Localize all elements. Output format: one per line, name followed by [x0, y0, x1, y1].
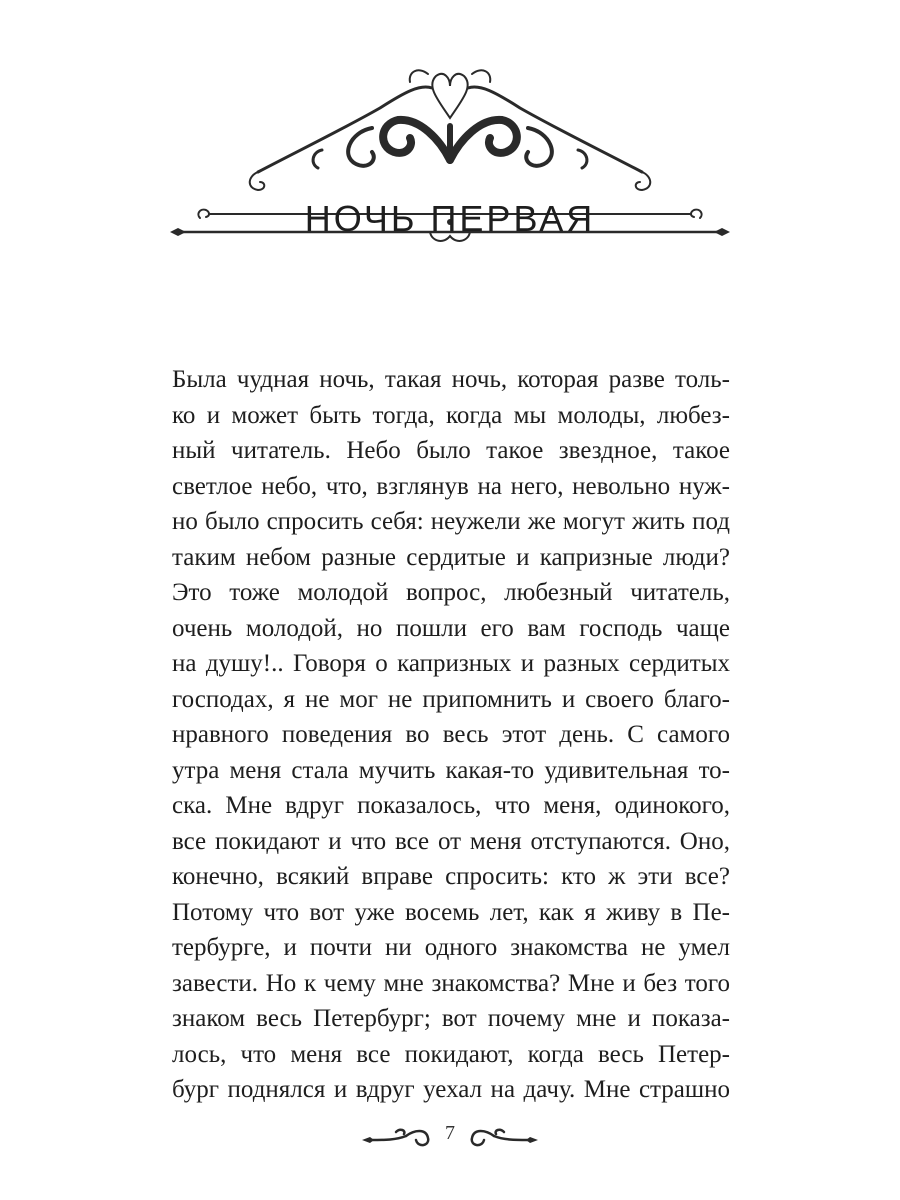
text-line: лось, что меня все покидают, когда весь Петер-: [172, 1040, 730, 1068]
text-line: Это тоже молодой вопрос, любезный читатель,: [172, 579, 730, 606]
text-line: таким небом разные сердитые и капризные люди?: [172, 543, 730, 571]
text-line: все покидают и что все от меня отступаются. Оно,: [172, 827, 730, 855]
text-line: на душу!.. Говоря о капризных и разных сердитых: [172, 650, 730, 677]
text-line: но было спросить себя: неужели же могут жить под: [172, 508, 730, 535]
text-line: господах, я не мог не припомнить и своего благо-: [172, 685, 730, 713]
page-number: 7: [445, 1122, 455, 1144]
text-line: знаком весь Петербург; вот почему мне и показа-: [172, 1005, 730, 1032]
text-line: Была чудная ночь, такая ночь, которая разве толь-: [172, 366, 730, 393]
chapter-title: НОЧЬ ПЕРВАЯ: [304, 198, 596, 240]
text-line: утра меня стала мучить какая-то удивительная то-: [172, 756, 730, 784]
text-line: ска. Мне вдруг показалось, что меня, одинокого,: [172, 792, 730, 819]
text-line: конечно, всякий вправе спросить: кто ж эти все?: [172, 863, 730, 890]
text-line: ко и может быть тогда, когда мы молоды, любез-: [172, 401, 730, 429]
text-line: бург поднялся и вдруг уехал на дачу. Мне страшно: [172, 1076, 730, 1103]
text-line: завести. Но к чему мне знакомства? Мне и без того: [172, 969, 730, 997]
text-line: Потому что вот уже восемь лет, как я живу в Пе-: [172, 898, 730, 926]
text-line: светлое небо, что, взглянув на него, невольно нуж-: [172, 472, 730, 500]
body-text: [172, 362, 730, 1108]
text-line: тербурге, и почти ни одного знакомства не умел: [172, 934, 730, 961]
text-line: очень молодой, но пошли его вам господь чаще: [172, 614, 730, 642]
text-line: нравного поведения во весь этот день. С самого: [172, 721, 730, 748]
text-line: ный читатель. Небо было такое звездное, такое: [172, 437, 730, 464]
